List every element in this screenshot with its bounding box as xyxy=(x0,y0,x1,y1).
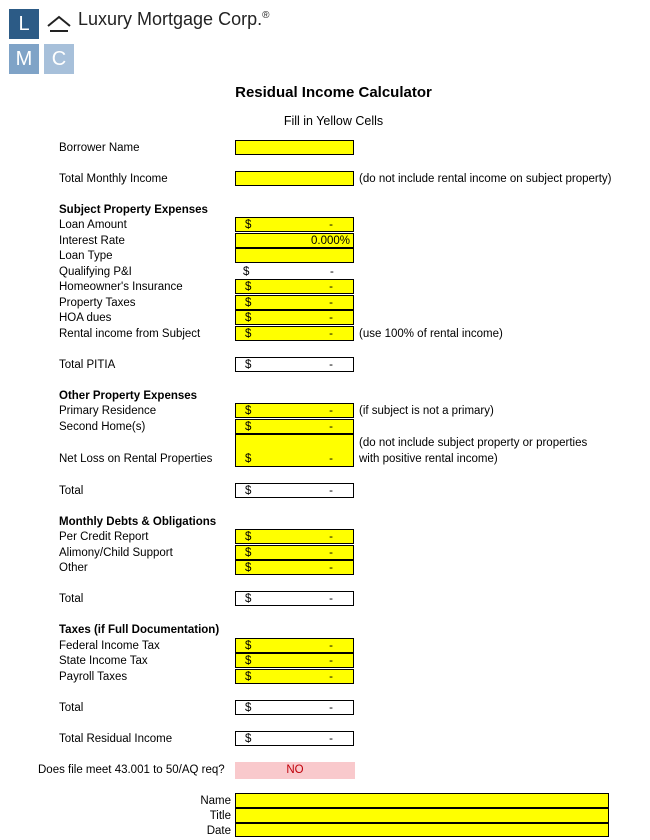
other-total-label: Total xyxy=(59,485,84,497)
primary-residence-label: Primary Residence xyxy=(59,405,157,417)
total-pitia-value: $ - xyxy=(235,357,354,372)
signature-date-input[interactable] xyxy=(235,823,609,837)
qualify-question: Does file meet 43.001 to 50/AQ req? xyxy=(38,764,225,776)
total-monthly-income-note: (do not include rental income on subject property) xyxy=(359,173,612,185)
signature-name-input[interactable] xyxy=(235,793,609,808)
payroll-tax-label: Payroll Taxes xyxy=(59,671,128,683)
logo-letter-l: L xyxy=(9,9,39,39)
second-homes-label: Second Home(s) xyxy=(59,421,146,433)
interest-rate-input[interactable]: 0.000% xyxy=(235,233,354,248)
loan-type-input[interactable] xyxy=(235,248,354,263)
property-taxes-label: Property Taxes xyxy=(59,297,136,309)
company-name: Luxury Mortgage Corp.® xyxy=(78,9,270,29)
other-debts-label: Other xyxy=(59,562,88,574)
qualifying-pi-currency: $ xyxy=(243,266,250,278)
qualifying-pi-label: Qualifying P&I xyxy=(59,266,132,278)
rental-income-label: Rental income from Subject xyxy=(59,328,201,340)
primary-residence-note: (if subject is not a primary) xyxy=(359,405,494,417)
taxes-total-value: $ - xyxy=(235,700,354,715)
loan-type-label: Loan Type xyxy=(59,250,113,262)
qualify-answer-badge: NO xyxy=(235,762,355,779)
total-residual-income-label: Total Residual Income xyxy=(59,733,173,745)
alimony-label: Alimony/Child Support xyxy=(59,547,173,559)
alimony-input[interactable]: $ - xyxy=(235,545,354,560)
rental-income-note: (use 100% of rental income) xyxy=(359,328,503,340)
loan-amount-input[interactable]: $ - xyxy=(235,217,354,232)
debts-total-label: Total xyxy=(59,593,84,605)
taxes-header: Taxes (if Full Documentation) xyxy=(59,624,220,636)
other-expenses-header: Other Property Expenses xyxy=(59,390,198,402)
taxes-total-label: Total xyxy=(59,702,84,714)
primary-residence-input[interactable]: $ - xyxy=(235,403,354,418)
signature-title-input[interactable] xyxy=(235,808,609,823)
total-monthly-income-input[interactable] xyxy=(235,171,354,186)
other-total-value: $ - xyxy=(235,483,354,498)
page-subtitle: Fill in Yellow Cells xyxy=(283,114,384,128)
other-debts-input[interactable]: $ - xyxy=(235,560,354,575)
borrower-name-label: Borrower Name xyxy=(59,142,140,154)
interest-rate-label: Interest Rate xyxy=(59,235,125,247)
rental-income-input[interactable]: $ - xyxy=(235,326,354,341)
borrower-name-input[interactable] xyxy=(235,140,354,155)
per-credit-report-input[interactable]: $ - xyxy=(235,529,354,544)
debts-header: Monthly Debts & Obligations xyxy=(59,516,217,528)
federal-tax-input[interactable]: $ - xyxy=(235,638,354,653)
state-tax-input[interactable]: $ - xyxy=(235,653,354,668)
signature-date-label: Date xyxy=(206,825,231,837)
property-taxes-input[interactable]: $ - xyxy=(235,295,354,310)
subject-expenses-header: Subject Property Expenses xyxy=(59,204,208,216)
second-homes-input[interactable]: $ - xyxy=(235,419,354,434)
total-pitia-label: Total PITIA xyxy=(59,359,116,371)
payroll-tax-input[interactable]: $ - xyxy=(235,669,354,684)
roof-icon xyxy=(44,9,74,39)
net-loss-label: Net Loss on Rental Properties xyxy=(59,453,213,465)
page-title: Residual Income Calculator xyxy=(235,84,432,101)
state-tax-label: State Income Tax xyxy=(59,655,148,667)
net-loss-note-line1: (do not include subject property or properties xyxy=(359,437,588,449)
signature-name-label: Name xyxy=(200,795,231,807)
total-residual-income-value: $ - xyxy=(235,731,354,746)
qualifying-pi-value: - xyxy=(330,266,334,278)
debts-total-value: $ - xyxy=(235,591,354,606)
hoa-dues-label: HOA dues xyxy=(59,312,112,324)
net-loss-note-line2: with positive rental income) xyxy=(359,453,498,465)
logo-letter-c: C xyxy=(44,44,74,74)
logo-letter-m: M xyxy=(9,44,39,74)
homeowners-insurance-label: Homeowner's Insurance xyxy=(59,281,183,293)
loan-amount-label: Loan Amount xyxy=(59,219,127,231)
signature-title-label: Title xyxy=(209,810,231,822)
total-monthly-income-label: Total Monthly Income xyxy=(59,173,168,185)
federal-tax-label: Federal Income Tax xyxy=(59,640,160,652)
per-credit-report-label: Per Credit Report xyxy=(59,531,149,543)
homeowners-insurance-input[interactable]: $ - xyxy=(235,279,354,294)
hoa-dues-input[interactable]: $ - xyxy=(235,310,354,325)
net-loss-input[interactable]: $ - xyxy=(235,434,354,467)
